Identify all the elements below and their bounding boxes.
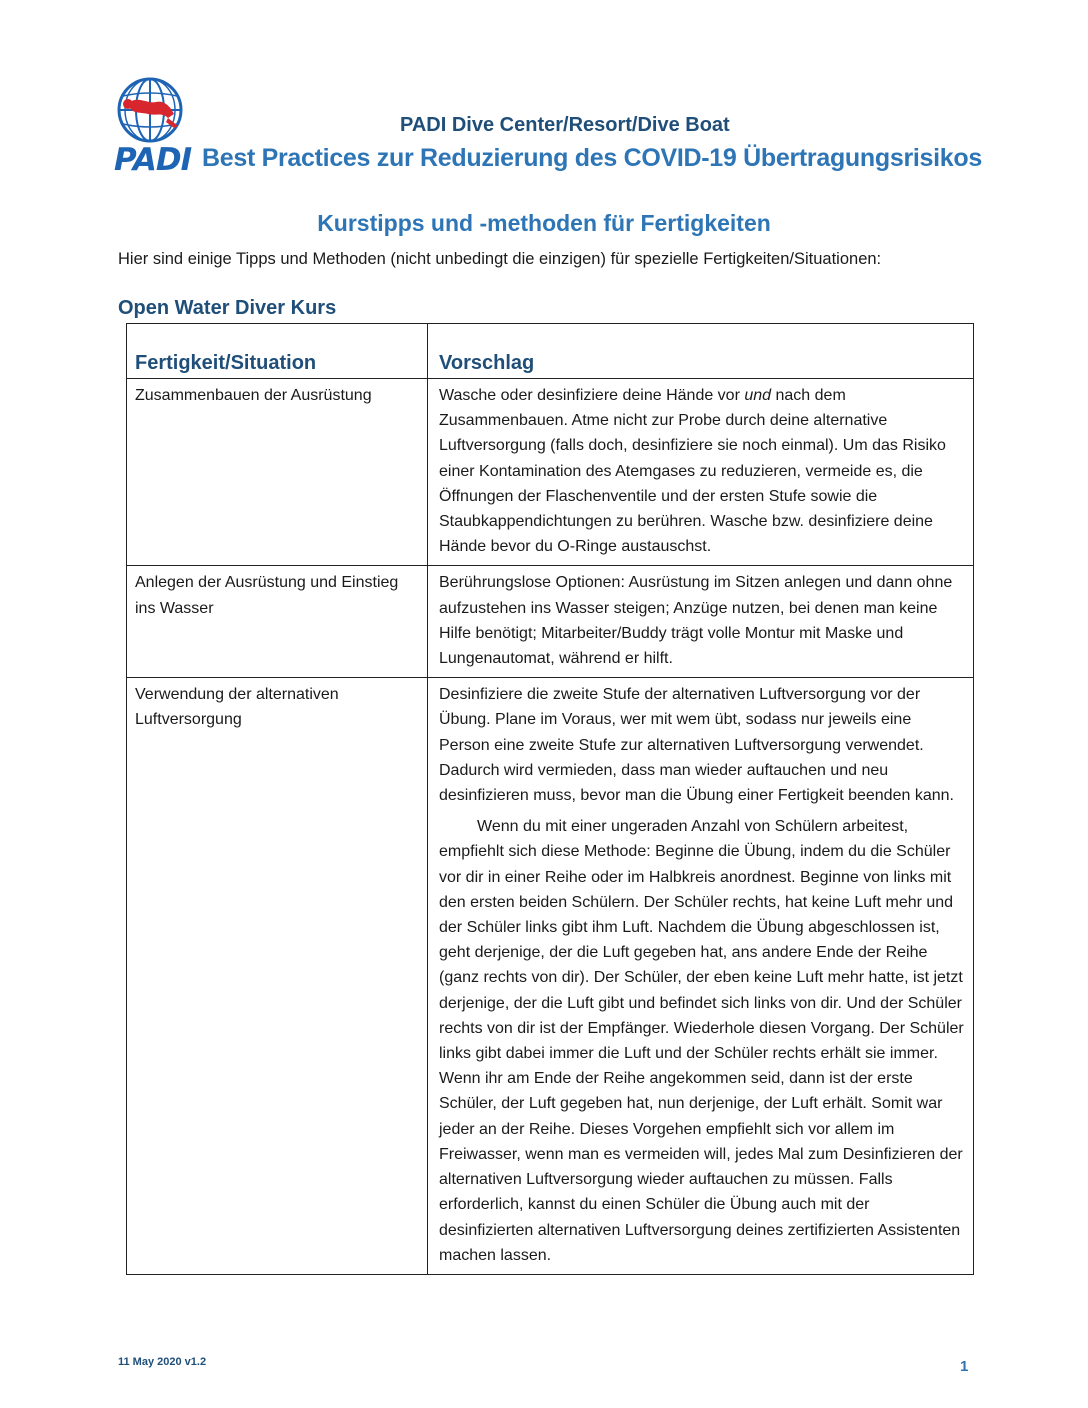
skill-cell: Zusammenbauen der Ausrüstung xyxy=(127,379,428,566)
page-number: 1 xyxy=(960,1358,969,1375)
header-skill: Fertigkeit/Situation xyxy=(127,324,428,379)
header-suggestion: Vorschlag xyxy=(428,324,974,379)
suggestion-paragraph: Desinfiziere die zweite Stufe der alternativen Luftversorgung vor der Übung. Plane im Voraus, wer mit wem übt, sodass nur jeweils eine Person eine zweite Stufe zur alternativen Luftversorgung verwendet. Dadurch wird vermieden, dass man wieder auftauchen und neu desinfizieren muss, bevor man die Übung einer Fertigkeit beenden kann. xyxy=(439,686,954,805)
table-row xyxy=(127,678,974,1275)
document-title: Best Practices zur Reduzierung des COVID-19 Übertragungsrisikos xyxy=(202,144,982,172)
section-title: Kurstipps und -methoden für Fertigkeiten xyxy=(317,210,771,236)
table-row xyxy=(127,566,974,678)
skill-cell: Anlegen der Ausrüstung und Einstieg ins Wasser xyxy=(127,566,428,678)
padi-wordmark: PADI xyxy=(114,142,192,178)
table-row xyxy=(127,379,974,566)
table-header-row xyxy=(127,324,974,379)
skills-table xyxy=(126,323,974,1275)
organization-heading: PADI Dive Center/Resort/Dive Boat xyxy=(400,114,730,136)
suggestion-paragraph: Wenn du mit einer ungeraden Anzahl von Schülern arbeitest, empfiehlt sich diese Methode: Beginne die Übung, indem du die Schüler vor dir in einer Reihe oder im Halbkreis anordnest. Beginne von links mit den ersten beiden Schülern. Der Schüler rechts, hat keine Luft mehr und der Schüler links gibt ihm Luft. Nachdem die Übung abgeschlossen ist, geht derjenige, der die Luft gegeben hat, ans andere Ende der Reihe (ganz rechts von dir). Der Schüler, der eben keine Luft mehr hatte, ist jetzt derjenige, der die Luft gibt und befindet sich links von dir. Und der Schüler rechts von dir ist der Empfänger. Wiederhole diesen Vorgang. Der Schüler links gibt dabei immer die Luft und der Schüler rechts erhält sie immer. Wenn ihr am Ende der Reihe angekommen seid, dann ist der erste Schüler, der Luft gegeben hat, nun derjenige, der Luft erhält. Somit war jeder an der Reihe. Dieses Vorgehen empfiehlt sich vor allem im Freiwasser, wenn man es vermeiden will, jedes Mal zum Desinfizieren der alternativen Luftversorgung wieder auftauchen zu müssen. Falls erforderlich, kannst du einen Schüler die Übung auch mit der desinfizierten alternativen Luftversorgung deines zertifizierten Assistenten machen lassen. xyxy=(439,818,964,1264)
intro-text: Hier sind einige Tipps und Methoden (nicht unbedingt die einzigen) für spezielle Fertigkeiten/Situationen: xyxy=(118,250,882,268)
suggestion-emphasis: und xyxy=(744,387,772,404)
suggestion-cell xyxy=(428,678,974,1275)
skill-cell: Verwendung der alternativen Luftversorgung xyxy=(127,678,428,1275)
course-heading: Open Water Diver Kurs xyxy=(118,297,337,319)
footer-date-version: 11 May 2020 v1.2 xyxy=(118,1356,207,1368)
padi-logo xyxy=(112,74,192,178)
suggestion-cell xyxy=(428,379,974,566)
suggestion-cell: Berührungslose Optionen: Ausrüstung im Sitzen anlegen und dann ohne aufzustehen ins Wasser steigen; Anzüge nutzen, bei denen man keine Hilfe benötigt; Mitarbeiter/Buddy trägt volle Montur mit Maske und Lungenautomat, während er hilft. xyxy=(428,566,974,678)
suggestion-text: nach dem Zusammenbauen. Atme nicht zur Probe durch deine alternative Luftversorgung (falls doch, desinfiziere sie noch einmal). Um das Risiko einer Kontamination des Atemgases zu reduzieren, vermeide es, die Öffnungen der Flaschenventile und der ersten Stufe sowie die Staubkappendichtungen zu berühren. Wasche bzw. desinfiziere deine Hände bevor du O-Ringe austauschst. xyxy=(439,387,946,556)
suggestion-text: Wasche oder desinfiziere deine Hände vor xyxy=(439,387,745,404)
